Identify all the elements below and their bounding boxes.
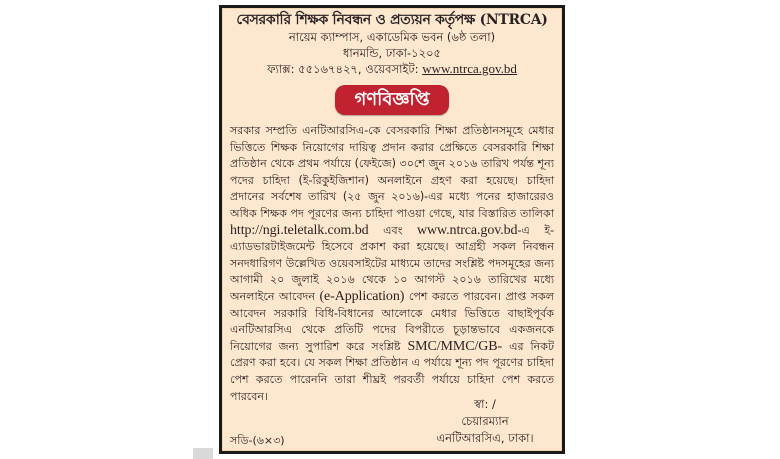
e-application-text: (e-Application) — [319, 288, 405, 304]
address-line-1: নায়েম ক্যাম্পাস, একাডেমিক ভবন (৬ষ্ঠ তলা) — [288, 30, 496, 44]
body-paragraph-4: এর নিকট প্রেরণ করা হবে। যে সকল শিক্ষা প্রতিষ্ঠান এ পর্যায়ে শূন্য পদ পূরণের চাহিদা পেশ করতে পারেননি তারা শীঘ্রই পরবর্তী পর্যায়ে চাহিদা পেশ করতে পারবেন। — [230, 339, 554, 403]
signatory-title: চেয়ারম্যান — [461, 414, 509, 428]
badge-container — [222, 85, 562, 117]
fax-label: ফ্যাক্স: ৫৫১৬৭৪২৭, ওয়েবসাইট: — [267, 62, 423, 76]
signature-mark: স্বা: / — [474, 397, 496, 411]
and-text: এবং — [368, 223, 418, 237]
organization-title: বেসরকারি শিক্ষক নিবন্ধন ও প্রত্যয়ন কর্তৃপক্ষ (NTRCA) — [236, 12, 548, 28]
notice-body — [230, 123, 554, 405]
body-paragraph-3: পেশ করতে পারবেন। প্রাপ্ত সকল আবেদন সরকারি বিধি-বিধানের আলোকে মেধার ভিত্তিতে বাছাইপূর্বক এনটিআরসিএ থেকে প্রতিটি পদের বিপরীতে চূড়ান্তভাবে একজনকে নিয়োগের জন্য সুপারিশ করে সংশ্লিষ্ট — [230, 289, 554, 353]
public-notice-badge: গণবিজ্ঞপ্তি — [335, 85, 449, 115]
body-paragraph-2: -এ ই-এ্যাডভারটাইজমেন্ট হিসেবে প্রকাশ করা হয়েছে। আগ্রহী সকল নিবন্ধন সনদধারিগণ উল্লেখিত ওয়েবসাইটের মাধ্যমে তাদের সংশ্লিষ্ট পদসমূহের জন্য আগামী ২০ জুলাই ২০১৬ থেকে ১০ আগস্ট ২০১৬ তারিখের মধ্যে অনলাইনে আবেদন — [230, 223, 555, 303]
website-link[interactable]: www.ntrca.gov.bd — [422, 61, 517, 76]
reference-code: সডি-(৬×৩) — [230, 434, 285, 447]
signatory-org: এনটিআরসিএ, ঢাকা। — [436, 431, 534, 445]
gray-thumbnail — [193, 448, 213, 459]
notice-header — [222, 8, 562, 77]
public-notice — [219, 5, 565, 454]
signature-block — [420, 396, 550, 447]
body-paragraph-1: সরকার সম্প্রতি এনটিআরসিএ-কে বেসরকারি শিক্ষা প্রতিষ্ঠানসমূহে মেধার ভিত্তিতে শিক্ষক নিয়োগের দায়িত্ব প্রদান করার প্রেক্ষিতে বেসরকারি শিক্ষা প্রতিষ্ঠান থেকে প্রথম পর্যায়ে (ফেইজে) ৩০শে জুন ২০১৬ তারিখ পর্যন্ত শূন্য পদের চাহিদা (ই-রিকুইজিশান) অনলাইনে গ্রহণ করা হয়েছে। চাহিদা প্রদানের সর্বশেষ তারিখ (২৫ জুন ২০১৬)-এর মধ্যে পনের হাজারেরও অধিক শিক্ষক পদ পূরণের জন্য চাহিদা পাওয়া গেছে, যার বিস্তারিত তালিকা — [230, 124, 554, 220]
smc-text: SMC/MMC/GB- — [407, 338, 503, 354]
contact-line — [222, 61, 562, 77]
ntrca-link[interactable]: www.ntrca.gov.bd — [417, 222, 518, 238]
teletalk-link[interactable]: http://ngi.teletalk.com.bd — [230, 222, 369, 238]
address-line-2: ধানমন্ডি, ঢাকা-১২০৫ — [342, 46, 442, 60]
